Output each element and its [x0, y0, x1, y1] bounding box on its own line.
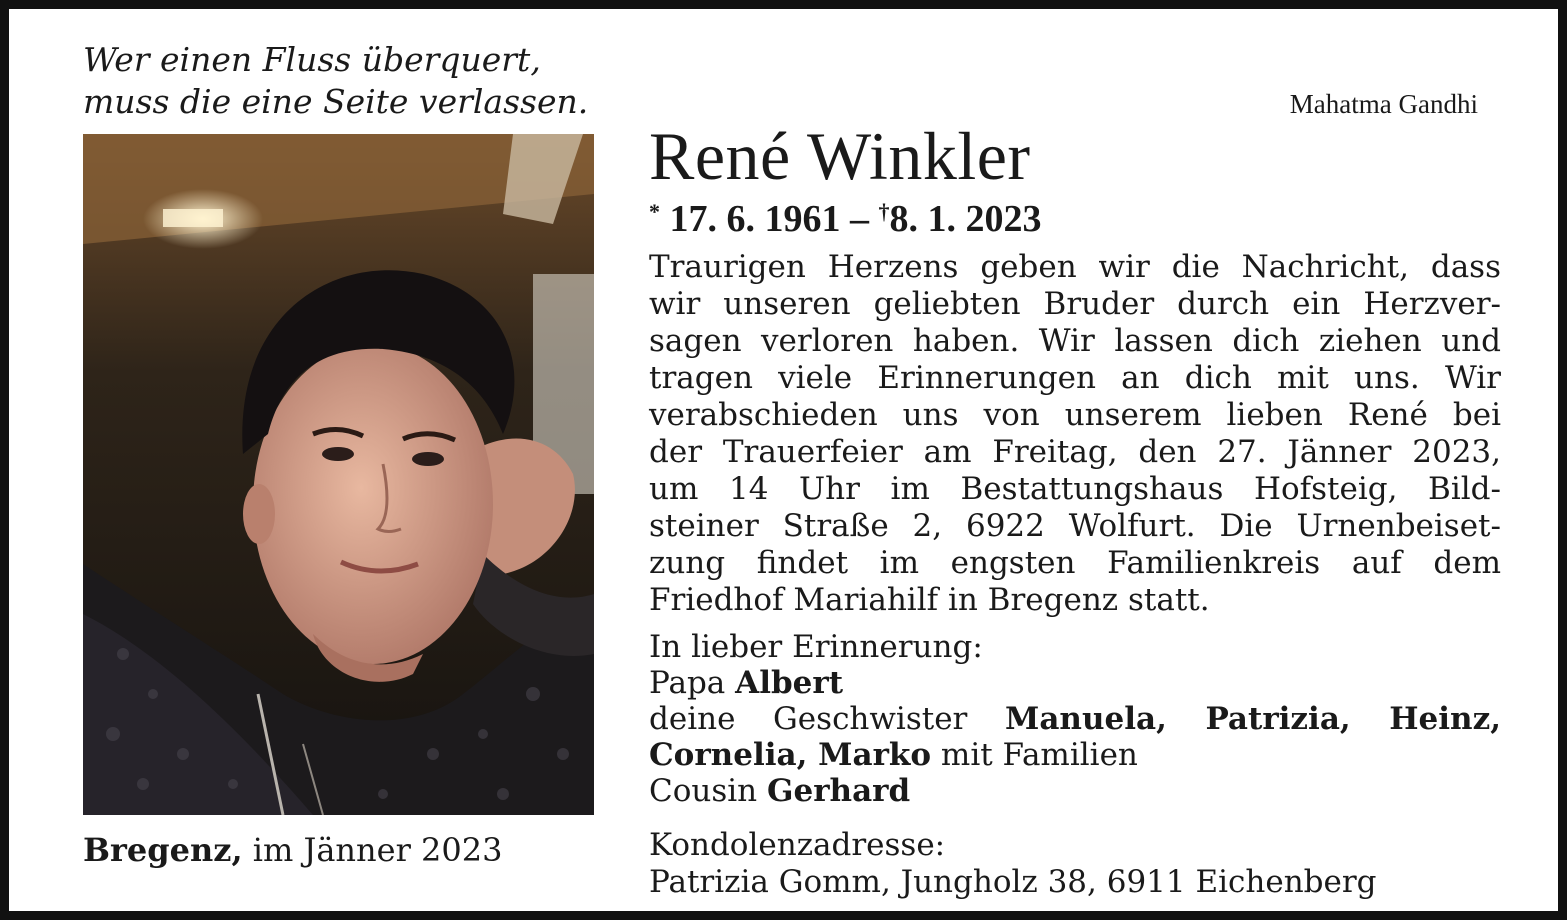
announcement-line: Friedhof Mariahilf in Bregenz statt. — [649, 582, 1210, 618]
siblings-suffix: mit Familien — [940, 737, 1138, 773]
announcement-line: tragen viele Erinnerungen an dich mit uns. Wir — [649, 360, 1501, 396]
memory-heading: In lieber Erinnerung: — [649, 629, 983, 665]
announcement-line: wir unseren geliebten Bruder durch ein Herzver- — [649, 286, 1501, 322]
father-prefix: Papa — [649, 665, 726, 701]
announcement-line: steiner Straße 2, 6922 Wolfurt. Die Urnenbeiset- — [649, 508, 1501, 544]
quote-author: Mahatma Gandhi — [1289, 89, 1478, 119]
announcement-line: der Trauerfeier am Freitag, den 27. Jänner 2023, — [649, 434, 1501, 470]
siblings-prefix: deine Geschwister — [649, 701, 968, 737]
date-separator: – — [850, 198, 869, 240]
siblings-names-2: Cornelia, Marko — [649, 737, 932, 773]
life-dates — [649, 197, 1042, 241]
mourner-father — [649, 665, 1501, 701]
announcement-line: zung findet im engsten Familienkreis auf dem — [649, 545, 1501, 581]
announcement-line: Traurigen Herzens geben wir die Nachricht, dass — [649, 249, 1501, 285]
mourner-siblings-cont — [649, 737, 1501, 773]
mourner-siblings — [649, 701, 1501, 737]
birth-date: 17. 6. 1961 — [669, 198, 841, 240]
portrait-illustration — [83, 134, 594, 815]
cousin-prefix: Cousin — [649, 773, 758, 809]
portrait-photo — [83, 134, 594, 815]
death-symbol: † — [878, 199, 890, 224]
place-date: im Jänner 2023 — [252, 831, 503, 869]
condolence-address — [649, 827, 1377, 901]
mourner-cousin — [649, 773, 1501, 809]
quote — [83, 39, 588, 123]
announcement-line: um 14 Uhr im Bestattungshaus Hofsteig, Bild- — [649, 471, 1501, 507]
announcement-text — [649, 249, 1501, 619]
deceased-name: René Winkler — [649, 118, 1031, 194]
siblings-names-1: Manuela, Patrizia, Heinz, — [1005, 701, 1501, 737]
announcement-line: verabschieden uns von unserem lieben René bei — [649, 397, 1501, 433]
announcement-line: sagen verloren haben. Wir lassen dich ziehen und — [649, 323, 1501, 359]
place-city: Bregenz, — [83, 831, 243, 869]
condolence-address-line: Patrizia Gomm, Jungholz 38, 6911 Eichenberg — [649, 864, 1377, 900]
condolence-heading: Kondolenzadresse: — [649, 827, 946, 863]
cousin-name: Gerhard — [767, 773, 911, 809]
place-and-date — [83, 831, 502, 869]
quote-line-2: muss die eine Seite verlassen. — [83, 82, 589, 121]
death-date: 8. 1. 2023 — [889, 198, 1042, 240]
birth-symbol: * — [649, 199, 660, 224]
mourners-list — [649, 629, 1501, 809]
quote-line-1: Wer einen Fluss überquert, — [83, 40, 541, 79]
father-name: Albert — [735, 665, 844, 701]
